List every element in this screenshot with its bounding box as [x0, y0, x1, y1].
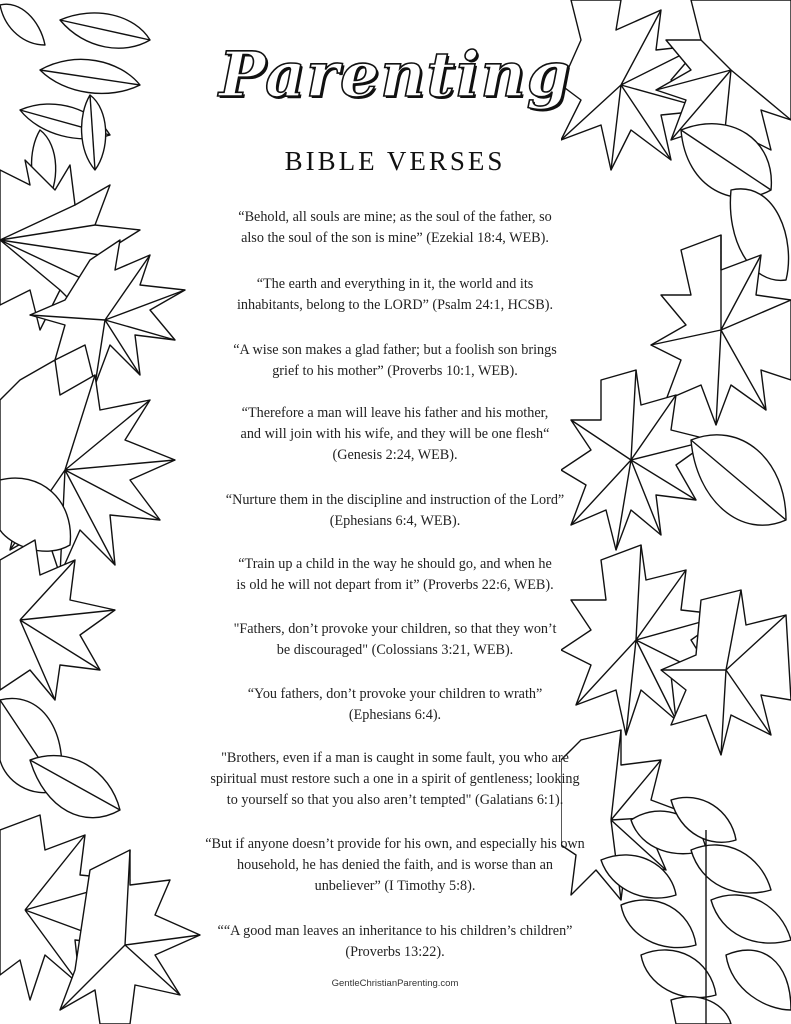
verse-line: also the soul of the son is mine” (Ezekial 18:4, WEB).	[241, 230, 549, 246]
verse-line: unbeliever” (I Timothy 5:8).	[314, 878, 476, 894]
verse-line: (Ephesians 6:4).	[348, 707, 442, 723]
verse-line: is old he will not depart from it” (Proverbs 22:6, WEB).	[236, 577, 554, 593]
verse-line: “The earth and everything in it, the world and its	[256, 276, 534, 292]
verse-line: ““A good man leaves an inheritance to his children’s children”	[217, 923, 573, 939]
page-subtitle: BIBLE VERSES	[284, 146, 506, 176]
verse-6	[170, 554, 620, 596]
verse-8	[170, 684, 620, 726]
verse-line: spiritual must restore such a one in a spirit of gentleness; looking	[210, 771, 580, 787]
verse-line: “But if anyone doesn’t provide for his own, and especially his own	[205, 836, 585, 852]
verse-line: "Brothers, even if a man is caught in some fault, you who are	[221, 750, 569, 766]
verse-9	[170, 748, 620, 811]
verse-2	[170, 274, 620, 316]
verse-line: "Fathers, don’t provoke your children, so that they won’t	[233, 621, 557, 637]
verse-line: household, he has denied the faith, and is worse than an	[237, 857, 553, 873]
content-column	[170, 0, 620, 1024]
page-title: Parenting	[219, 38, 571, 111]
verse-10	[170, 834, 620, 897]
verse-line: “You fathers, don’t provoke your children to wrath”	[247, 686, 543, 702]
verse-5	[170, 490, 620, 532]
verse-line: “Nurture them in the discipline and instruction of the Lord”	[225, 492, 565, 508]
verse-line: grief to his mother” (Proverbs 10:1, WEB).	[272, 363, 518, 379]
verse-3	[170, 340, 620, 382]
verse-line: inhabitants, belong to the LORD” (Psalm 24:1, HCSB).	[236, 297, 554, 313]
verse-line: to yourself so that you also aren’t tempted" (Galatians 6:1).	[226, 792, 564, 808]
verse-line: and will join with his wife, and they will be one flesh“	[240, 426, 550, 442]
verse-line: “Therefore a man will leave his father and his mother,	[241, 405, 549, 421]
verse-7	[170, 619, 620, 661]
verse-4	[170, 403, 620, 466]
verse-line: “Behold, all souls are mine; as the soul of the father, so	[238, 209, 552, 225]
verse-11	[170, 921, 620, 963]
verse-line: (Genesis 2:24, WEB).	[332, 447, 458, 463]
verse-line: be discouraged" (Colossians 3:21, WEB).	[276, 642, 514, 658]
verse-line: “Train up a child in the way he should go, and when he	[238, 556, 552, 572]
footer-website: GentleChristianParenting.com	[331, 978, 459, 989]
verse-line: (Ephesians 6:4, WEB).	[329, 513, 461, 529]
verse-line: (Proverbs 13:22).	[345, 944, 445, 960]
verse-1	[170, 207, 620, 249]
verse-line: “A wise son makes a glad father; but a foolish son brings	[233, 342, 557, 358]
